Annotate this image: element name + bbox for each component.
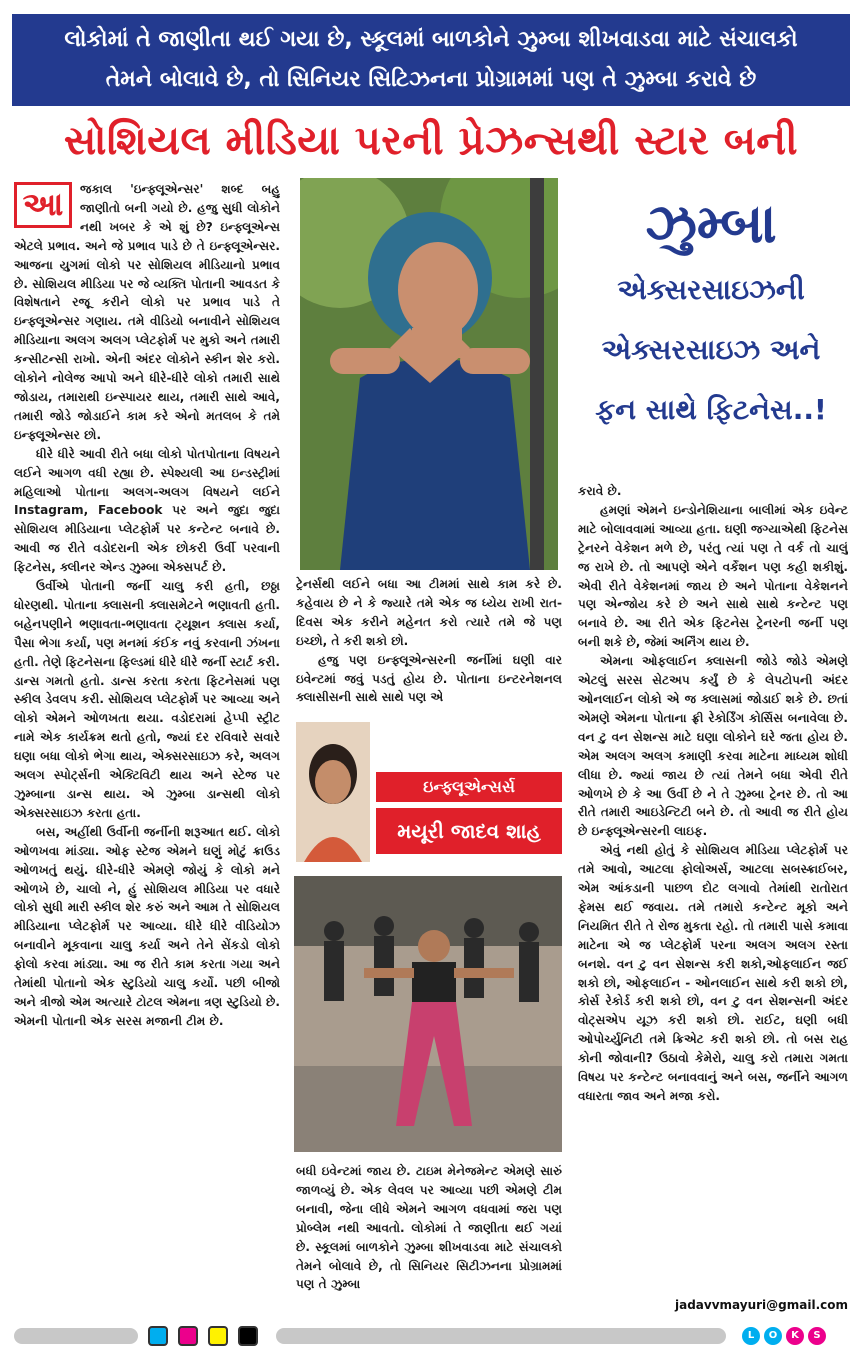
registration-bar-right xyxy=(276,1328,726,1344)
col1-paragraph-4: બસ, અહીંથી ઉર્વીની જર્નીની શરૂઆત થઈ. લોકો ઓળખવા માંડ્યા. ઓફ સ્ટેજ એમને ઘણું મોટું ક્રાઉડ ઓળખતું થયું. ધીરે-ધીરે એમણે જોયું કે લોકો મને ઓળખે છે, ચાલો ને, હું સોશિયલ મીડિયા પર વધારે લોકો સુધી મારી સ્કીલ શેર કરું અને આમ તે સોશિયલ મીડિયાના પ્લેટફોર્મ પર આવ્યા. ધીરે ધીરે વીડિયોઝ બનાવીને મૂકવાના ચાલુ કર્યા અને તેને સેંકડો લોકો ફોલો કરવા માંડ્યા. આ જ રીતે કામ કરતા ગયા અને તેમાંથી પોતાનો એક સ્ટુડિયો ચાલુ કર્યો. પછી બીજો અને ત્રીજો એમ અત્યારે ટોટલ એમના ત્રણ સ્ટુડિયો છે. એમની પોતાની એક સરસ મજાની ટીમ છે. xyxy=(14,824,280,1028)
banner-line-1: લોકોમાં તે જાણીતા થઈ ગયા છે, સ્કૂલમાં બાળકોને ઝુમ્બા શીખવાડવા માટે સંચાલકો xyxy=(64,27,798,52)
col2a-paragraph-2: હજુ પણ ઇન્ફ્લૂએન્સરની જર્નીમાં ઘણી વાર ઇવેન્ટમાં જવું પડતું હોય છે. પોતાના ઇન્ટરનેશનલ ક્લાસીસની સાથે સાથે પણ એ xyxy=(296,652,562,705)
yellow-swatch xyxy=(208,1326,228,1346)
letter-dot-l: L xyxy=(742,1327,760,1345)
title-line-4: ફન સાથે ફિટનેસ..! xyxy=(595,393,827,426)
footer-print-marks xyxy=(0,1322,862,1346)
title-line-1: ઝુમ્બા xyxy=(645,192,777,255)
letter-dot-o: O xyxy=(764,1327,782,1345)
col3-paragraph-4: એવું નથી હોતું કે સોશિયલ મીડિયા પ્લેટફોર્મ પર તમે આવો, આટલા ફોલોઅર્સ, આટલા સબસ્ક્રાઈબર, એમ આંકડાની પાછળ દોટ લગાવો તેમાંથી રાતોરાત ફેમસ થઈ જવાય. તમે તમારો કન્ટેન્ટ મૂકો અને નિયમિત રીતે તે રોજ મુકતા રહો. તો તમારી પાસે કમાવા માટેના એ જ પ્લેટફોર્મ પરના અલગ અલગ રસ્તા બનશે. વન ટુ વન સેશન્સ કરી શકો,ઓફલાઈન જઈ શકો છો, ઓફલાઈન - ઓનલાઈન સાથે કરી શકો છો, કોર્સ રેકોર્ડ કરી શકો છો, વન ટુ વન સેશન્સની અંદર વોટ્સએપ યૂઝ કરી શકો છો. રાઈટ, ઘણી બધી ઓપોર્ચ્યુનિટી તમે ક્રિએટ કરી શકો છો. તો બસ રાહ કોની જોવાની? ઉઠાવો કેમેરો, ચાલુ કરો તમારા ગમતા વિષય પર કન્ટેન્ટ બનાવવાનું અને બસ, જર્નીને આગળ વધારતા જાવ અને મજા કરો. xyxy=(578,843,848,1103)
col3-paragraph-3: એમના ઓફલાઈન ક્લાસની જોડે જોડે એમણે એટલું સરસ સેટઅપ કર્યું છે કે લેપટોપની અંદર ઓનલાઈન લોકો એ જ ક્લાસમાં જોડાઈ શકે છે. છતાં એમણે એમના પોતાના ફ્રી રેકોર્ડિંગ કોર્સિસ બનાવેલા છે. વન ટુ વન સેશન્સ માટે ઘણા લોકોને ઘરે જતા હોય છે. એમ અલગ અલગ કમાણી કરવા માટેના માધ્યમ શોધી લીધા છે. જ્યાં જાય છે ત્યાં તેમને બધા એવી રીતે ઓળખે છે કે આ ઉર્વી છે ને તે ઝુમ્બા ટ્રેનર છે. તો આ રીતે તમારી આઇડેન્ટિટી બને છે. તો આવી જ રીતે હોય છે ઇન્ફ્લૂએન્સરની લાઇફ. xyxy=(578,654,848,839)
photo-zumba-class xyxy=(294,876,562,1152)
cyan-swatch xyxy=(148,1326,168,1346)
author-avatar xyxy=(296,722,370,862)
author-email: jadavvmayuri@gmail.com xyxy=(674,1298,848,1312)
article-column-2-top xyxy=(296,575,562,725)
registration-bar-left xyxy=(14,1328,138,1344)
col2b-paragraph-1: બધી ઇવેન્ટમાં જાય છે. ટાઇમ મેનેજમેન્ટ એમણે સારું જાળવ્યું છે. એક લેવલ પર આવ્યા પછી એમણે ટીમ બનાવી, જેના લીધે એમને આગળ વધવામાં જરા પણ પ્રોબ્લેમ નથી આવતો. લોકોમાં તે જાણીતા થઈ ગયાં છે. સ્કૂલમાં બાળકોને ઝુમ્બા શીખવાડવા માટે સંચાલકો તેમને બોલાવે છે, તો સિનિયર સિટીઝનના પ્રોગ્રામમાં પણ તે ઝુમ્બા xyxy=(296,1164,562,1292)
article-column-2-bottom xyxy=(296,1162,562,1318)
col2a-paragraph-1: ટ્રેનર્સથી લઈને બધા આ ટીમમાં સાથે કામ કરે છે. કહેવાય છે ને કે જ્યારે તમે એક જ ધ્યેય રાખી રાત-દિવસ એક કરીને મહેનત કરો ત્યારે તમે જે પણ ઇચ્છો, તે કરી શકો છો. xyxy=(296,577,562,648)
title-line-2: એક્સરસાઇઝની xyxy=(617,273,805,306)
col3-paragraph-1: કરાવે છે. xyxy=(578,484,622,498)
article-column-1 xyxy=(14,180,280,1315)
col1-paragraph-2: ધીરે ધીરે આવી રીતે બધા લોકો પોતપોતાના વિષયને લઈને આગળ વધી રહ્યા છે. સ્પેશ્યલી આ ઇન્ડસ્ટ્રીમાં મહિલાઓ પોતાના અલગ-અલગ વિષયને લઈને Instagram, Facebook પર અને જુદા જુદા સોશિયલ મીડિયાના પ્લેટફોર્મ પર કન્ટેન્ટ બનાવે છે. આવી જ રીતે વડોદરાની એક છોકરી ઉર્વી પરવાની ફિટનેસ, ક્લીનર એન્ડ ઝુમ્બા એક્સપર્ટ છે. xyxy=(14,446,280,575)
col1-paragraph-1: જકાલ 'ઇન્ફ્લૂએન્સર' શબ્દ બહુ જાણીતો બની ગયો છે. હજુ સુધી લોકોને નથી ખબર કે એ શું છે? ઇન્ફ્લૂએન્સ એટલે પ્રભાવ. અને જે પ્રભાવ પાડે છે તે ઇન્ફ્લૂએન્સર. આજના યુગમાં લોકો પર સોશિયલ મીડિયાનો પ્રભાવ છે. સોશિયલ મીડિયા પર જે વ્યક્તિ પોતાની આવડત કે વિશેષતાને રજૂ કરીને લોકો પર પ્રભાવ પાડે તે ઇન્ફ્લૂએન્સર ગણાય. તમે વીડિયો બનાવીને સોશિયલ મીડિયાના અલગ અલગ પ્લેટફોર્મ પર મુકો અને તમારી કન્સીટન્સી રાખો. એની અંદર લોકોને સ્કીન શેર કરો. લોકોને નોલેજ આપો અને ધીરે-ધીરે લોકો તમારી સાથે જોડાય, તમારાથી ઇન્સ્પાયર થાય, તમારી સાથે આવે, તમારી જોડે જોડાઈને કામ કરે એનો મતલબ કે તમે ઇન્ફ્લૂએન્સર છો. xyxy=(14,182,280,442)
letter-dot-s: S xyxy=(808,1327,826,1345)
top-banner xyxy=(12,14,850,106)
influencer-label: ઇન્ફ્લૂએન્સર્સ xyxy=(376,772,562,802)
photo-heart-gesture xyxy=(300,178,558,570)
magenta-swatch xyxy=(178,1326,198,1346)
banner-line-2: તેમને બોલાવે છે, તો સિનિયર સિટિઝનના પ્રોગ્રામમાં પણ તે ઝુમ્બા કરાવે છે xyxy=(105,67,757,92)
title-line-3: એક્સરસાઇઝ અને xyxy=(601,333,821,366)
headline: સોશિયલ મીડિયા પરની પ્રેઝન્સથી સ્ટાર બની xyxy=(63,118,799,164)
author-name: મયૂરી જાદવ શાહ xyxy=(376,808,562,854)
col3-paragraph-2: હમણાં એમને ઇન્ડોનેશિયાના બાલીમાં એક ઇવેન્ટ માટે બોલાવવામાં આવ્યા હતા. ઘણી જગ્યાએથી ફિટનેસ ટ્રેનરને વેકેશન મળે છે, પરંતુ ત્યાં પણ તે વર્ક તો ચાલું જ રાખે છે. તો આપણે એને વર્કેશન પણ કહી શકીશું. એવી રીતે વેકેશનમાં જાય છે અને પોતાના વેકેશનને પણ એન્જોય કરે છે અને સાથે સાથે કન્ટેન્ટ પણ બનાવે છે. આ રીતે એક ફિટનેસ ટ્રેનરની જર્ની પણ બની શકે છે, જેમાં અર્નિંગ થાય છે. xyxy=(578,502,848,650)
black-swatch xyxy=(238,1326,258,1346)
photo-heart-gesture-image xyxy=(300,178,558,570)
drop-cap: આ xyxy=(14,182,72,228)
author-avatar-image xyxy=(296,722,370,862)
col1-paragraph-3: ઉર્વીએ પોતાની જર્ની ચાલુ કરી હતી, છઠ્ઠા ધોરણથી. પોતાના ક્લાસની ક્લાસમેટને ભણાવતી હતી. બહેનપણીને ભણાવતા-ભણાવતા ટ્યૂશન ક્લાસ કર્યા, પૈસા ભેગા કર્યા, પણ મનમાં કંઈક નવું કરવાની ઝંખના હતી. તેણે ફિટનેસના ફિલ્ડમાં ધીરે ધીરે જર્ની સ્ટાર્ટ કરી. ડાન્સ ગમતો હતો. ડાન્સ કરતા કરતા ફિટનેસમાં પણ સ્કીલ ડેવલપ કરી. સોશિયલ પ્લેટફોર્મ પર આવ્યા અને લોકો એમને ઓળખતા થયા. વડોદરામાં હેપ્પી સ્ટ્રીટ નામે એક કાર્યક્રમ થતો હતો, જ્યાં દર રવિવારે સવારે ઘણા બધા લોકો ભેગા થાય, એક્સરસાઇઝ કરે, અલગ અલગ સ્પોર્ટ્સની એક્ટિવિટી થાય અને સ્ટેજ પર ઝુમ્બાના ડાન્સ થાય. એ ઝુમ્બા ડાન્સથી લોકો એક્સરસાઇઝ કરતા હતા. xyxy=(14,579,280,820)
letter-dot-k: K xyxy=(786,1327,804,1345)
title-box xyxy=(570,188,852,444)
article-column-3 xyxy=(578,482,848,1318)
influencer-box xyxy=(296,722,562,862)
photo-zumba-class-image xyxy=(294,876,562,1152)
